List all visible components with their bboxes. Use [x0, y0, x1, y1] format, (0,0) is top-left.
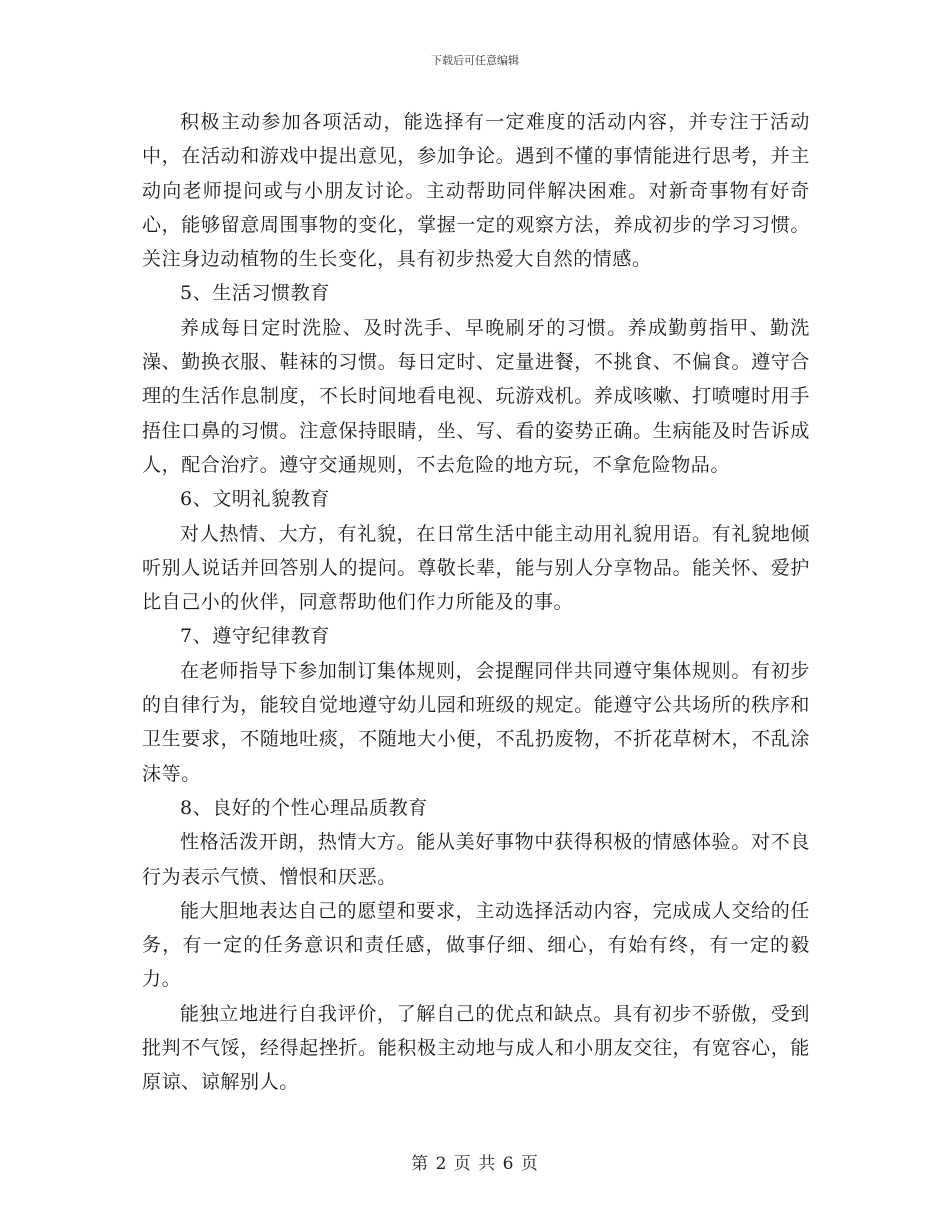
paragraph-courtesy: 对人热情、大方，有礼貌，在日常生活中能主动用礼貌用语。有礼貌地倾听别人说话并回答别人的提问。尊敬长辈，能与别人分享物品。能关怀、爱护比自己小的伙伴，同意帮助他们作力所能及的事。: [142, 522, 810, 614]
section-heading-8: 8、良好的个性心理品质教育: [180, 796, 428, 819]
document-body: [142, 105, 810, 1100]
section-heading-6: 6、文明礼貌教育: [180, 488, 330, 511]
section-heading-5: 5、生活习惯教育: [180, 282, 330, 305]
page-number: 第 2 页 共 6 页: [411, 1154, 539, 1174]
paragraph-discipline: 在老师指导下参加制订集体规则，会提醒同伴共同遵守集体规则。有初步的自律行为，能较自觉地遵守幼儿园和班级的规定。能遵守公共场所的秩序和卫生要求，不随地吐痰，不随地大小便，不乱扔废物，不折花草树木，不乱涂沫等。: [142, 659, 810, 785]
paragraph-personality-2: 能大胆地表达自己的愿望和要求，主动选择活动内容，完成成人交给的任务，有一定的任务意识和责任感，做事仔细、细心，有始有终，有一定的毅力。: [142, 899, 810, 991]
paragraph-personality-1: 性格活泼开朗，热情大方。能从美好事物中获得积极的情感体验。对不良行为表示气愤、憎恨和厌恶。: [142, 831, 810, 888]
page-header: 下载后可任意编辑: [431, 54, 519, 67]
section-heading-7: 7、遵守纪律教育: [180, 625, 330, 648]
paragraph-learning: 积极主动参加各项活动，能选择有一定难度的活动内容，并专注于活动中，在活动和游戏中提出意见，参加争论。遇到不懂的事情能进行思考，并主动向老师提问或与小朋友讨论。主动帮助同伴解决困难。对新奇事物有好奇心，能够留意周围事物的变化，掌握一定的观察方法，养成初步的学习习惯。关注身边动植物的生长变化，具有初步热爱大自然的情感。: [142, 111, 810, 271]
paragraph-personality-3: 能独立地进行自我评价，了解自己的优点和缺点。具有初步不骄傲，受到批判不气馁，经得起挫折。能积极主动地与成人和小朋友交往，有宽容心，能原谅、谅解别人。: [142, 1002, 810, 1094]
paragraph-living-habits: 养成每日定时洗脸、及时洗手、早晚刷牙的习惯。养成勤剪指甲、勤洗澡、勤换衣服、鞋袜的习惯。每日定时、定量进餐，不挑食、不偏食。遵守合理的生活作息制度，不长时间地看电视、玩游戏机。养成咳嗽、打喷嚏时用手捂住口鼻的习惯。注意保持眼睛，坐、写、看的姿势正确。生病能及时告诉成人，配合治疗。遵守交通规则，不去危险的地方玩，不拿危险物品。: [142, 316, 810, 476]
